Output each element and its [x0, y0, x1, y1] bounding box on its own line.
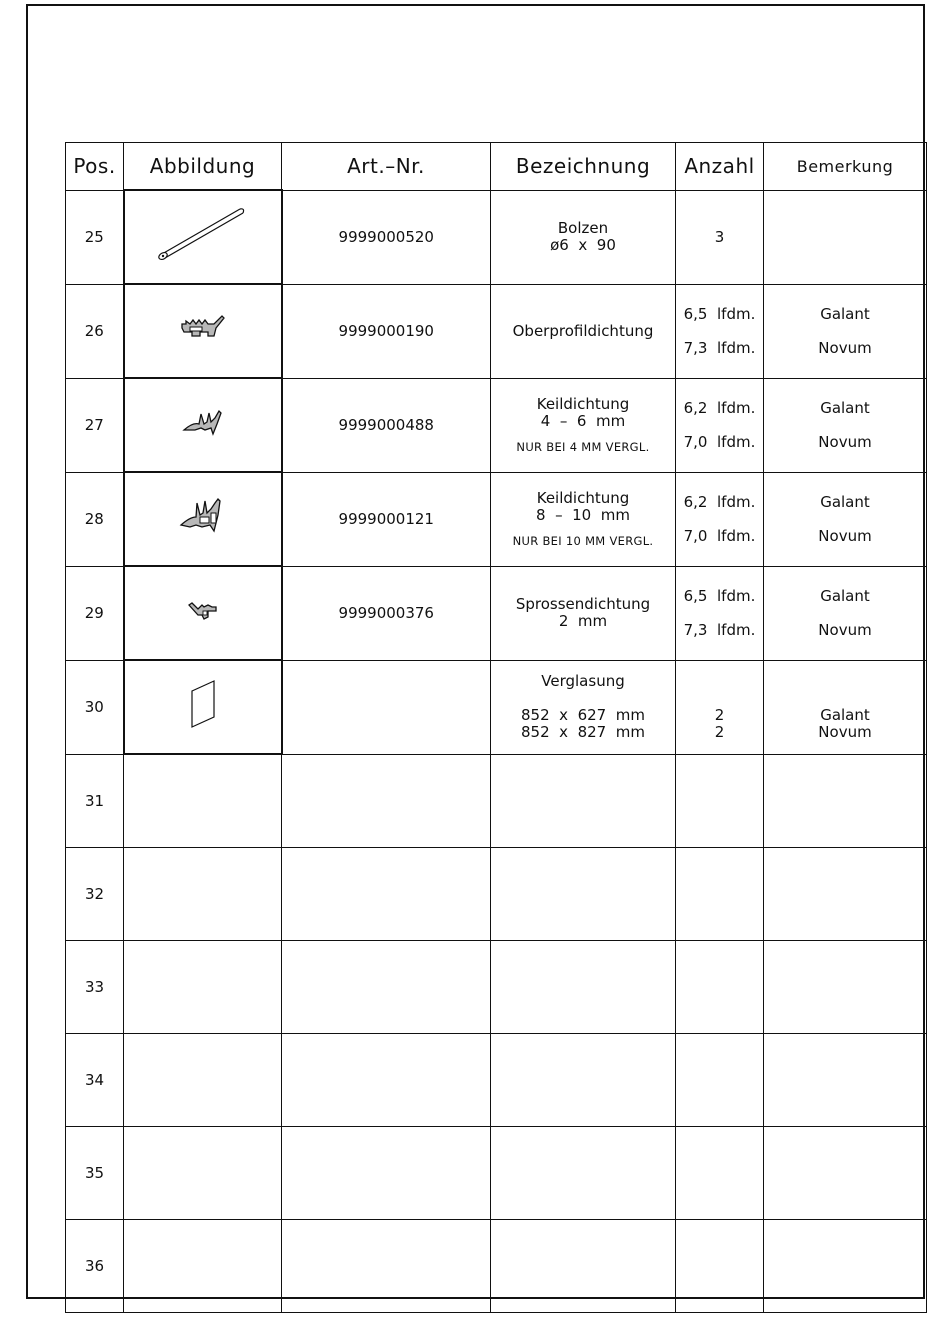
header-quantity: Anzahl	[676, 143, 764, 191]
article-number	[282, 941, 491, 1034]
designation-line: Verglasung	[541, 672, 625, 690]
quantity	[676, 848, 764, 941]
table-row	[66, 1127, 927, 1220]
designation	[491, 941, 676, 1034]
designation-line: 852 x 627 mm	[521, 706, 645, 724]
quantity	[676, 660, 764, 754]
part-illustration	[124, 566, 282, 660]
parts-table	[65, 142, 927, 1313]
quantity-line: 2	[714, 723, 725, 741]
table-header-row	[66, 143, 927, 191]
remark	[764, 754, 927, 848]
part-illustration	[124, 941, 282, 1034]
table-row	[66, 754, 927, 848]
glazing-pane-icon	[188, 679, 218, 735]
remark-line: Novum	[818, 526, 872, 545]
quantity-line: 7,3 lfdm.	[683, 620, 756, 639]
table-row	[66, 284, 927, 378]
designation-note: NUR BEI 4 MM VERGL.	[516, 440, 650, 454]
article-number	[282, 1220, 491, 1313]
designation	[491, 1220, 676, 1313]
designation	[491, 754, 676, 848]
position-number: 27	[66, 378, 124, 472]
table-row	[66, 1220, 927, 1313]
position-number: 36	[66, 1220, 124, 1313]
remark-line: Galant	[820, 586, 870, 605]
designation-line: 2 mm	[558, 612, 608, 630]
table-row	[66, 848, 927, 941]
quantity-line: 6,2 lfdm.	[683, 398, 756, 417]
wedge-seal-large-icon	[178, 497, 228, 541]
article-number: 9999000376	[282, 566, 491, 660]
table-row	[66, 941, 927, 1034]
quantity-line: 7,3 lfdm.	[683, 338, 756, 357]
position-number: 31	[66, 754, 124, 848]
designation	[491, 848, 676, 941]
designation-line: Bolzen	[557, 219, 609, 237]
remark	[764, 190, 927, 284]
designation-line: Sprossendichtung	[515, 595, 651, 613]
designation-line: Keildichtung	[536, 489, 630, 507]
quantity	[676, 941, 764, 1034]
designation-line: Oberprofildichtung	[512, 321, 654, 340]
remark	[764, 848, 927, 941]
quantity-line: 6,2 lfdm.	[683, 492, 756, 511]
article-number	[282, 1127, 491, 1220]
article-number	[282, 848, 491, 941]
part-illustration	[124, 1220, 282, 1313]
designation-line: 8 – 10 mm	[536, 506, 630, 524]
remark	[764, 1220, 927, 1313]
article-number: 9999000190	[282, 284, 491, 378]
article-number: 9999000520	[282, 190, 491, 284]
quantity-line: 7,0 lfdm.	[683, 432, 756, 451]
remark-line: Galant	[820, 706, 870, 724]
article-number: 9999000121	[282, 472, 491, 566]
position-number: 34	[66, 1034, 124, 1127]
remark	[764, 941, 927, 1034]
position-number: 26	[66, 284, 124, 378]
remark-line: Galant	[820, 304, 870, 323]
part-illustration	[124, 754, 282, 848]
quantity	[676, 1034, 764, 1127]
quantity-line: 6,5 lfdm.	[683, 304, 756, 323]
remark	[764, 566, 927, 660]
remark	[764, 1127, 927, 1220]
quantity	[676, 190, 764, 284]
header-pos: Pos.	[66, 143, 124, 191]
remark-line: Novum	[818, 432, 872, 451]
remark-line: Galant	[820, 492, 870, 511]
quantity-line: 2	[714, 706, 725, 724]
part-illustration	[124, 1034, 282, 1127]
position-number: 29	[66, 566, 124, 660]
part-illustration	[124, 660, 282, 754]
designation	[491, 1034, 676, 1127]
remark	[764, 284, 927, 378]
header-article: Art.–Nr.	[282, 143, 491, 191]
quantity	[676, 378, 764, 472]
quantity	[676, 284, 764, 378]
position-number: 35	[66, 1127, 124, 1220]
quantity	[676, 754, 764, 848]
remark	[764, 660, 927, 754]
designation	[491, 378, 676, 472]
part-illustration	[124, 848, 282, 941]
designation-line: 4 – 6 mm	[540, 412, 626, 430]
quantity-line: 6,5 lfdm.	[683, 586, 756, 605]
article-number	[282, 660, 491, 754]
part-illustration	[124, 472, 282, 566]
designation	[491, 284, 676, 378]
header-remark: Bemerkung	[764, 143, 927, 191]
part-illustration	[124, 190, 282, 284]
article-number	[282, 754, 491, 848]
designation-line: Keildichtung	[536, 395, 630, 413]
remark-line: Novum	[818, 723, 872, 741]
position-number: 28	[66, 472, 124, 566]
designation	[491, 190, 676, 284]
table-row	[66, 1034, 927, 1127]
quantity-line: 3	[714, 227, 725, 246]
quantity	[676, 472, 764, 566]
quantity	[676, 1127, 764, 1220]
quantity	[676, 566, 764, 660]
part-illustration	[124, 284, 282, 378]
top-profile-seal-icon	[178, 314, 228, 348]
remark-line: Novum	[818, 620, 872, 639]
position-number: 30	[66, 660, 124, 754]
article-number	[282, 1034, 491, 1127]
part-illustration	[124, 1127, 282, 1220]
table-row	[66, 190, 927, 284]
wedge-seal-small-icon	[181, 408, 225, 442]
table-row	[66, 566, 927, 660]
remark	[764, 1034, 927, 1127]
pin-bolt-icon	[153, 203, 253, 271]
designation-line: 852 x 827 mm	[521, 723, 645, 741]
remark-line: Novum	[818, 338, 872, 357]
designation-note: NUR BEI 10 MM VERGL.	[512, 534, 654, 548]
part-illustration	[124, 378, 282, 472]
quantity-line: 7,0 lfdm.	[683, 526, 756, 545]
designation	[491, 566, 676, 660]
remark	[764, 472, 927, 566]
position-number: 25	[66, 190, 124, 284]
designation	[491, 1127, 676, 1220]
table-row	[66, 472, 927, 566]
table-row	[66, 660, 927, 754]
quantity	[676, 1220, 764, 1313]
remark-line: Galant	[820, 398, 870, 417]
article-number: 9999000488	[282, 378, 491, 472]
designation-line: ø6 x 90	[550, 236, 616, 254]
header-designation: Bezeichnung	[491, 143, 676, 191]
remark	[764, 378, 927, 472]
position-number: 33	[66, 941, 124, 1034]
designation	[491, 660, 676, 754]
position-number: 32	[66, 848, 124, 941]
designation	[491, 472, 676, 566]
header-image: Abbildung	[124, 143, 282, 191]
muntin-seal-icon	[186, 599, 220, 627]
table-row	[66, 378, 927, 472]
